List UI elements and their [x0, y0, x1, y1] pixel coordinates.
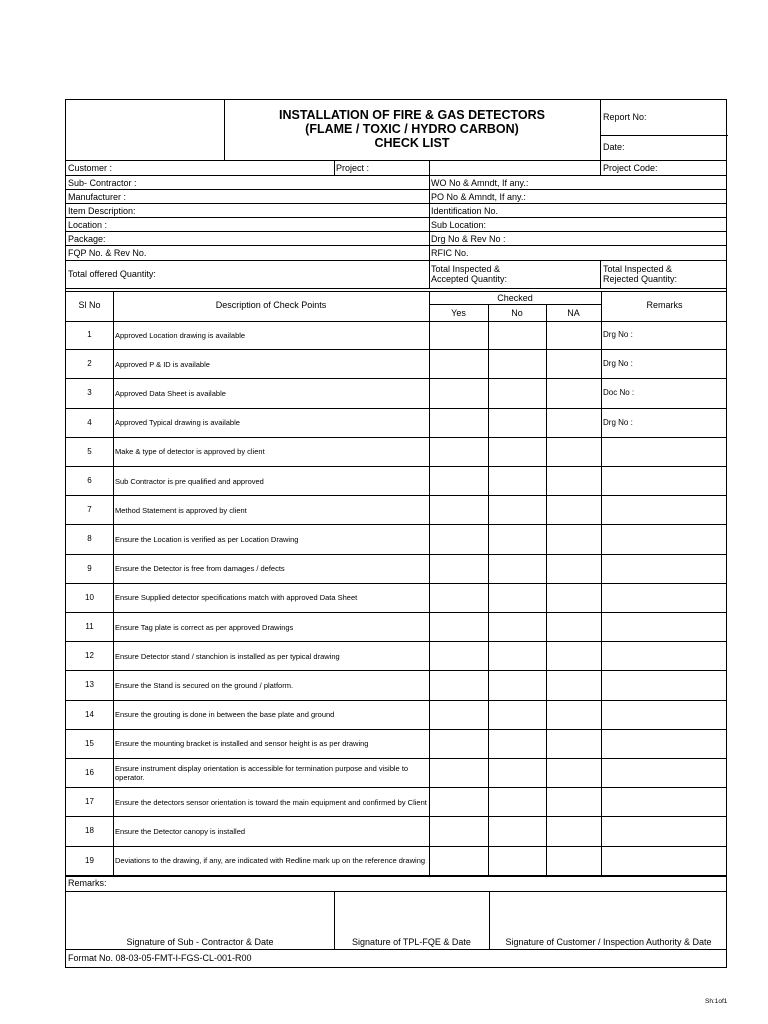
row-remark[interactable] — [603, 759, 726, 787]
table-row — [66, 321, 726, 350]
identification-no-label: Identification No. — [431, 206, 499, 216]
col-header-remarks: Remarks — [646, 300, 683, 310]
row-number: 1 — [87, 330, 92, 340]
row-description: Approved Location drawing is available — [115, 330, 246, 340]
check-cell-no[interactable] — [488, 496, 546, 524]
check-cell-yes[interactable] — [429, 671, 488, 699]
row-number: 4 — [87, 417, 92, 427]
check-cell-yes[interactable] — [429, 730, 488, 758]
row-number: 8 — [87, 534, 92, 544]
title-line-2: (FLAME / TOXIC / HYDRO CARBON) — [305, 122, 519, 136]
row-description: Method Statement is approved by client — [115, 505, 247, 515]
sub-location-label: Sub Location: — [431, 220, 487, 230]
check-cell-na[interactable] — [546, 555, 601, 583]
check-cell-yes[interactable] — [429, 321, 488, 349]
row-remark[interactable] — [603, 642, 726, 670]
customer-label: Customer : — [68, 163, 113, 173]
check-cell-yes[interactable] — [429, 788, 488, 816]
check-cell-yes[interactable] — [429, 701, 488, 729]
total-rejected-line-1: Total Inspected & — [603, 264, 673, 274]
check-cell-yes[interactable] — [429, 584, 488, 612]
check-cell-no[interactable] — [488, 642, 546, 670]
table-row — [66, 817, 726, 846]
row-remark[interactable]: Drg No : — [603, 417, 633, 427]
row-remark[interactable] — [603, 613, 726, 641]
row-description: Ensure the Detector canopy is installed — [115, 826, 246, 836]
check-cell-yes[interactable] — [429, 496, 488, 524]
check-cell-no[interactable] — [488, 847, 546, 875]
check-cell-yes[interactable] — [429, 409, 488, 437]
total-accepted-line-2: Accepted Quantity: — [431, 274, 508, 284]
row-remark[interactable] — [603, 701, 726, 729]
check-cell-na[interactable] — [546, 788, 601, 816]
check-cell-na[interactable] — [546, 701, 601, 729]
row-number: 3 — [87, 388, 92, 398]
check-cell-no[interactable] — [488, 584, 546, 612]
row-remark[interactable] — [603, 467, 726, 495]
check-cell-yes[interactable] — [429, 350, 488, 378]
check-cell-na[interactable] — [546, 613, 601, 641]
table-row — [66, 438, 726, 467]
check-cell-no[interactable] — [488, 350, 546, 378]
check-cell-na[interactable] — [546, 759, 601, 787]
check-cell-no[interactable] — [488, 379, 546, 407]
table-row — [66, 759, 726, 788]
row-number: 13 — [85, 680, 94, 690]
drg-no-label: Drg No & Rev No : — [431, 234, 506, 244]
item-description-label: Item Description: — [68, 206, 136, 216]
row-description: Ensure the Stand is secured on the ground / platform. — [115, 680, 294, 690]
row-number: 7 — [87, 505, 92, 515]
check-cell-no[interactable] — [488, 555, 546, 583]
check-cell-na[interactable] — [546, 525, 601, 553]
table-row — [66, 350, 726, 379]
row-number: 11 — [85, 622, 94, 632]
row-remark[interactable] — [603, 584, 726, 612]
checklist-title — [224, 108, 600, 150]
package-label: Package: — [68, 234, 106, 244]
sheet-number: Sh:1of1 — [705, 998, 728, 1005]
manufacturer-label: Manufacturer : — [68, 192, 127, 202]
checklist-sheet — [65, 99, 727, 968]
total-accepted-line-1: Total Inspected & — [431, 264, 501, 274]
check-cell-na[interactable] — [546, 584, 601, 612]
check-cell-no[interactable] — [488, 817, 546, 845]
check-cell-na[interactable] — [546, 496, 601, 524]
check-cell-no[interactable] — [488, 730, 546, 758]
row-remark[interactable] — [603, 438, 726, 466]
row-description: Approved P & ID is available — [115, 359, 210, 369]
check-cell-yes[interactable] — [429, 817, 488, 845]
check-cell-na[interactable] — [546, 321, 601, 349]
row-number: 14 — [85, 709, 94, 719]
row-number: 6 — [87, 476, 92, 486]
row-description: Ensure Tag plate is correct as per approved Drawings — [115, 622, 294, 632]
check-cell-no[interactable] — [488, 759, 546, 787]
check-cell-no[interactable] — [488, 438, 546, 466]
check-cell-no[interactable] — [488, 671, 546, 699]
check-cell-yes[interactable] — [429, 642, 488, 670]
row-description: Ensure the Location is verified as per Location Drawing — [115, 534, 299, 544]
check-cell-yes[interactable] — [429, 613, 488, 641]
row-remark[interactable]: Doc No : — [603, 388, 635, 398]
rfic-no-label: RFIC No. — [431, 248, 469, 258]
row-remark[interactable] — [603, 847, 726, 875]
row-remark[interactable] — [603, 817, 726, 845]
table-row — [66, 467, 726, 496]
table-row — [66, 671, 726, 700]
table-row — [66, 847, 726, 876]
total-accepted-label — [431, 264, 507, 284]
total-rejected-label — [603, 264, 677, 284]
fqp-no-label: FQP No. & Rev No. — [68, 248, 147, 258]
table-row — [66, 525, 726, 554]
check-cell-yes[interactable] — [429, 379, 488, 407]
sub-contractor-label: Sub- Contractor : — [68, 178, 137, 188]
format-number: Format No. 08-03-05-FMT-I-FGS-CL-001-R00 — [68, 953, 252, 963]
row-description: Ensure the detectors sensor orientation is toward the main equipment and confirmed by Client — [115, 797, 427, 807]
row-number: 2 — [87, 359, 92, 369]
table-row — [66, 642, 726, 671]
row-description: Sub Contractor is pre qualified and approved — [115, 476, 264, 486]
check-cell-yes[interactable] — [429, 555, 488, 583]
col-header-no: No — [511, 308, 523, 318]
row-number: 19 — [85, 855, 94, 865]
po-no-label: PO No & Amndt, If any.: — [431, 192, 526, 202]
row-remark[interactable] — [603, 555, 726, 583]
row-description: Ensure the mounting bracket is installed and sensor height is as per drawing — [115, 739, 369, 749]
check-cell-na[interactable] — [546, 671, 601, 699]
col-header-description: Description of Check Points — [215, 300, 327, 310]
check-cell-na[interactable] — [546, 817, 601, 845]
table-row — [66, 409, 726, 438]
signature-tpl: Signature of TPL-FQE & Date — [352, 937, 471, 947]
row-remark[interactable]: Drg No : — [603, 359, 633, 369]
row-description: Ensure instrument display orientation is accessible for termination purpose and visible to operator. — [115, 764, 409, 783]
row-description: Ensure the grouting is done in between the base plate and ground — [115, 710, 335, 720]
row-number: 9 — [87, 563, 92, 573]
project-label: Project : — [336, 163, 370, 173]
check-cell-no[interactable] — [488, 788, 546, 816]
col-header-yes: Yes — [451, 308, 466, 318]
row-description: Make & type of detector is approved by client — [115, 447, 265, 457]
row-description: Deviations to the drawing, if any, are indicated with Redline mark up on the reference drawing — [115, 856, 426, 866]
col-header-checked: Checked — [497, 293, 533, 303]
remarks-label: Remarks: — [68, 878, 107, 888]
table-row — [66, 496, 726, 525]
check-cell-na[interactable] — [546, 379, 601, 407]
check-cell-na[interactable] — [546, 409, 601, 437]
check-cell-no[interactable] — [488, 321, 546, 349]
row-description: Ensure Detector stand / stanchion is installed as per typical drawing — [115, 651, 340, 661]
row-remark[interactable] — [603, 730, 726, 758]
location-label: Location : — [68, 220, 108, 230]
table-row — [66, 555, 726, 584]
check-cell-yes[interactable] — [429, 847, 488, 875]
row-remark[interactable] — [603, 496, 726, 524]
table-row — [66, 613, 726, 642]
check-cell-na[interactable] — [546, 847, 601, 875]
row-description: Approved Typical drawing is available — [115, 418, 240, 428]
total-offered-label: Total offered Quantity: — [68, 269, 156, 279]
col-header-sl-no: Sl No — [78, 300, 101, 310]
check-cell-na[interactable] — [546, 467, 601, 495]
row-number: 17 — [85, 797, 94, 807]
total-rejected-line-2: Rejected Quantity: — [603, 274, 678, 284]
date-label: Date: — [603, 142, 625, 152]
check-cell-yes[interactable] — [429, 467, 488, 495]
row-number: 15 — [85, 738, 94, 748]
check-cell-no[interactable] — [488, 409, 546, 437]
row-number: 5 — [87, 446, 92, 456]
check-cell-na[interactable] — [546, 642, 601, 670]
col-header-na: NA — [567, 308, 580, 318]
wo-no-label: WO No & Amndt, If any.: — [431, 178, 529, 188]
row-number: 18 — [85, 826, 94, 836]
table-row — [66, 701, 726, 730]
check-cell-na[interactable] — [546, 438, 601, 466]
row-remark[interactable] — [603, 671, 726, 699]
check-cell-yes[interactable] — [429, 438, 488, 466]
table-row — [66, 788, 726, 817]
row-description: Ensure the Detector is free from damages / defects — [115, 564, 285, 574]
check-cell-no[interactable] — [488, 467, 546, 495]
row-number: 16 — [85, 768, 94, 778]
table-row — [66, 730, 726, 759]
title-line-3: CHECK LIST — [374, 136, 450, 150]
table-row — [66, 379, 726, 408]
project-code-label: Project Code: — [603, 163, 658, 173]
table-row — [66, 584, 726, 613]
row-remark[interactable] — [603, 788, 726, 816]
row-description: Approved Data Sheet is available — [115, 388, 226, 398]
signature-sub-contractor: Signature of Sub - Contractor & Date — [126, 937, 274, 947]
row-number: 10 — [85, 592, 94, 602]
check-cell-no[interactable] — [488, 701, 546, 729]
report-no-label: Report No: — [603, 112, 647, 122]
check-cell-na[interactable] — [546, 730, 601, 758]
title-line-1: INSTALLATION OF FIRE & GAS DETECTORS — [279, 108, 545, 122]
check-cell-yes[interactable] — [429, 759, 488, 787]
check-cell-na[interactable] — [546, 350, 601, 378]
row-remark[interactable]: Drg No : — [603, 330, 633, 340]
row-remark[interactable] — [603, 525, 726, 553]
check-cell-no[interactable] — [488, 613, 546, 641]
row-number: 12 — [85, 651, 94, 661]
check-cell-no[interactable] — [488, 525, 546, 553]
signature-customer: Signature of Customer / Inspection Authority & Date — [505, 937, 712, 947]
check-cell-yes[interactable] — [429, 525, 488, 553]
row-description: Ensure Supplied detector specifications match with approved Data Sheet — [115, 593, 358, 603]
